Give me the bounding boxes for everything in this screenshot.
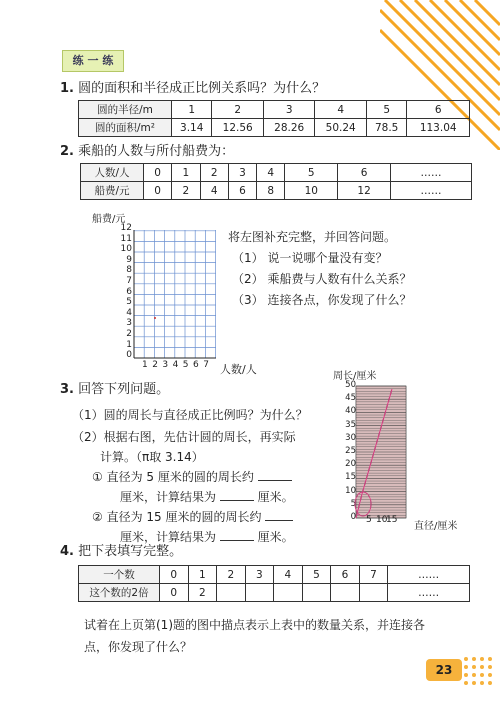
circumference-chart-ylabel: 周长/厘米 <box>333 371 377 382</box>
answer-blank[interactable] <box>220 528 254 541</box>
table-cell: 6 <box>338 164 391 182</box>
table-cell: 人数/人 <box>81 164 144 182</box>
y-tick-label: 0 <box>126 350 132 361</box>
y-tick-label: 15 <box>345 472 356 483</box>
table-cell: 3 <box>245 566 274 584</box>
x-tick-label: 3 <box>162 360 169 370</box>
table-cell: 2 <box>200 164 228 182</box>
x-tick-label: 2 <box>152 360 158 370</box>
plotted-point <box>154 317 156 319</box>
table-cell: 8 <box>257 182 285 200</box>
table-cell[interactable] <box>217 584 246 602</box>
x-tick-label: 6 <box>193 360 199 370</box>
footer-line-2: 点，你发现了什么？ <box>84 640 193 654</box>
q3-sub-2b: 计算。（π取 3.14） <box>100 450 204 464</box>
table-cell: 6 <box>228 182 256 200</box>
q3-sub-2a: （2）根据右图，先估计圆的周长，再实际 <box>72 430 296 444</box>
q3-item-2-line1 <box>92 508 293 525</box>
y-tick-label: 6 <box>126 286 132 297</box>
table-cell: …… <box>391 182 472 200</box>
table-cell: 0 <box>144 182 172 200</box>
question-text: 乘船的人数与所付船费为： <box>78 144 235 159</box>
dots-decoration <box>460 653 500 693</box>
fare-chart-ylabel: 船费/元 <box>92 214 126 225</box>
table-cell: 圆的面积/m² <box>79 119 172 137</box>
sub-question-2: （2） 乘船费与人数有什么关系？ <box>232 272 412 286</box>
table-cell: 5 <box>366 101 406 119</box>
x-tick-label: 4 <box>172 360 179 370</box>
table-row <box>79 566 470 584</box>
table-cell: 113.04 <box>407 119 470 137</box>
y-tick-label: 10 <box>120 244 132 255</box>
y-tick-label: 8 <box>126 265 132 276</box>
table-cell: 一个数 <box>79 566 160 584</box>
table-row <box>79 119 470 137</box>
item-text: 厘米，计算结果为 <box>120 490 217 504</box>
q3-item-1-line2 <box>120 488 294 505</box>
sub-question-1: （1） 说一说哪个量没有变？ <box>232 251 388 265</box>
table-cell: 5 <box>285 164 338 182</box>
y-tick-label: 2 <box>126 329 132 339</box>
question-2 <box>60 143 234 161</box>
table-cell: 2 <box>188 584 217 602</box>
table-cell: 50.24 <box>315 119 367 137</box>
circumference-chart-xticks <box>366 515 416 529</box>
y-tick-label: 7 <box>126 276 132 286</box>
table-cell: 3 <box>228 164 256 182</box>
table-cell: 2 <box>212 101 264 119</box>
table-cell: 7 <box>359 566 388 584</box>
question-number: 2. <box>60 144 74 159</box>
footer-line-1: 试着在上页第(1)题的图中描点表示上表中的数量关系，并连接各 <box>84 618 426 632</box>
table-cell: 10 <box>285 182 338 200</box>
y-tick-label: 35 <box>345 419 356 430</box>
table-cell: 4 <box>257 164 285 182</box>
table-cell[interactable] <box>302 584 331 602</box>
y-tick-label: 3 <box>126 318 132 329</box>
table-cell: 船费/元 <box>81 182 144 200</box>
x-tick-label: 1 <box>142 360 148 370</box>
table-cell[interactable] <box>331 584 360 602</box>
table-row <box>79 101 470 119</box>
x-tick-label: 15 <box>386 515 398 525</box>
y-tick-label: 5 <box>350 498 356 509</box>
y-tick-label: 30 <box>345 432 356 443</box>
y-tick-label: 9 <box>126 254 132 265</box>
y-tick-label: 10 <box>345 485 356 496</box>
y-tick-label: 20 <box>345 459 356 470</box>
table-cell: 12.56 <box>212 119 264 137</box>
y-tick-label: 12 <box>120 223 132 233</box>
table-cell: 这个数的2倍 <box>79 584 160 602</box>
y-tick-label: 0 <box>350 512 356 522</box>
table-cell: 5 <box>302 566 331 584</box>
y-tick-label: 50 <box>345 380 356 390</box>
table-cell: 1 <box>172 101 212 119</box>
item-text: 厘米。 <box>257 490 294 504</box>
x-tick-label: 5 <box>182 360 189 370</box>
table-cell: 1 <box>188 566 217 584</box>
answer-blank[interactable] <box>258 468 292 481</box>
table-row <box>81 182 472 200</box>
table-cell: 0 <box>160 584 189 602</box>
item-text: ② 直径为 15 厘米的圆的周长约 <box>92 510 262 524</box>
question-text: 把下表填写完整。 <box>78 544 183 559</box>
table-cell: 3.14 <box>172 119 212 137</box>
fare-chart-xticks <box>134 360 224 374</box>
table-cell: 6 <box>331 566 360 584</box>
table-cell: …… <box>388 584 470 602</box>
y-tick-label: 4 <box>126 307 132 318</box>
y-tick-label: 45 <box>345 393 356 404</box>
item-text: ① 直径为 5 厘米的圆的周长约 <box>92 470 254 484</box>
circumference-chart-xlabel: 直径/厘米 <box>414 521 458 532</box>
table-cell[interactable] <box>245 584 274 602</box>
y-tick-label: 40 <box>345 406 356 417</box>
people-fare-table <box>80 163 472 200</box>
table-row <box>79 584 470 602</box>
answer-blank[interactable] <box>265 508 293 521</box>
circumference-chart-grid <box>354 384 414 524</box>
question-4 <box>60 543 182 561</box>
table-row <box>81 164 472 182</box>
table-cell[interactable] <box>359 584 388 602</box>
x-tick-label: 10 <box>376 515 388 525</box>
y-tick-label: 25 <box>345 446 356 456</box>
x-tick-label: 5 <box>366 515 372 525</box>
page-number: 23 <box>426 659 462 681</box>
q3-sub-1: （1）圆的周长与直径成正比例吗？为什么？ <box>72 408 308 422</box>
q3-item-1-line1 <box>92 468 292 485</box>
table-cell: 圆的半径/m <box>79 101 172 119</box>
table-cell: 1 <box>172 164 200 182</box>
table-cell: 78.5 <box>366 119 406 137</box>
y-tick-label: 1 <box>126 339 132 350</box>
x-tick-label: 7 <box>203 360 209 370</box>
table-cell: …… <box>391 164 472 182</box>
question-number: 1. <box>60 81 74 96</box>
fare-chart-xlabel: 人数/人 <box>220 363 257 376</box>
table-cell[interactable] <box>274 584 303 602</box>
table-cell: 0 <box>144 164 172 182</box>
question-text: 圆的面积和半径成正比例关系吗？为什么？ <box>78 81 326 96</box>
double-number-table <box>78 565 470 602</box>
y-tick-label: 11 <box>120 233 132 244</box>
question-text: 回答下列问题。 <box>78 382 170 397</box>
radius-area-table <box>78 100 470 137</box>
table-cell: 4 <box>315 101 367 119</box>
table-cell: 4 <box>200 182 228 200</box>
item-text: 厘米。 <box>257 530 294 544</box>
table-cell: 0 <box>160 566 189 584</box>
table-cell: 2 <box>217 566 246 584</box>
y-tick-label: 5 <box>126 297 132 308</box>
section-tag: 练 一 练 <box>62 50 124 72</box>
question-1 <box>60 80 325 98</box>
question-number: 4. <box>60 544 74 559</box>
table-cell: 3 <box>263 101 315 119</box>
item-text: 厘米，计算结果为 <box>120 530 217 544</box>
table-cell: …… <box>388 566 470 584</box>
table-cell: 12 <box>338 182 391 200</box>
table-cell: 2 <box>172 182 200 200</box>
sub-question-3: （3） 连接各点，你发现了什么？ <box>232 293 412 307</box>
table-cell: 4 <box>274 566 303 584</box>
question-3 <box>60 381 169 399</box>
question-number: 3. <box>60 382 74 397</box>
answer-blank[interactable] <box>220 488 254 501</box>
table-cell: 6 <box>407 101 470 119</box>
chart-prompt: 将左图补充完整，并回答问题。 <box>228 230 397 244</box>
table-cell: 28.26 <box>263 119 315 137</box>
